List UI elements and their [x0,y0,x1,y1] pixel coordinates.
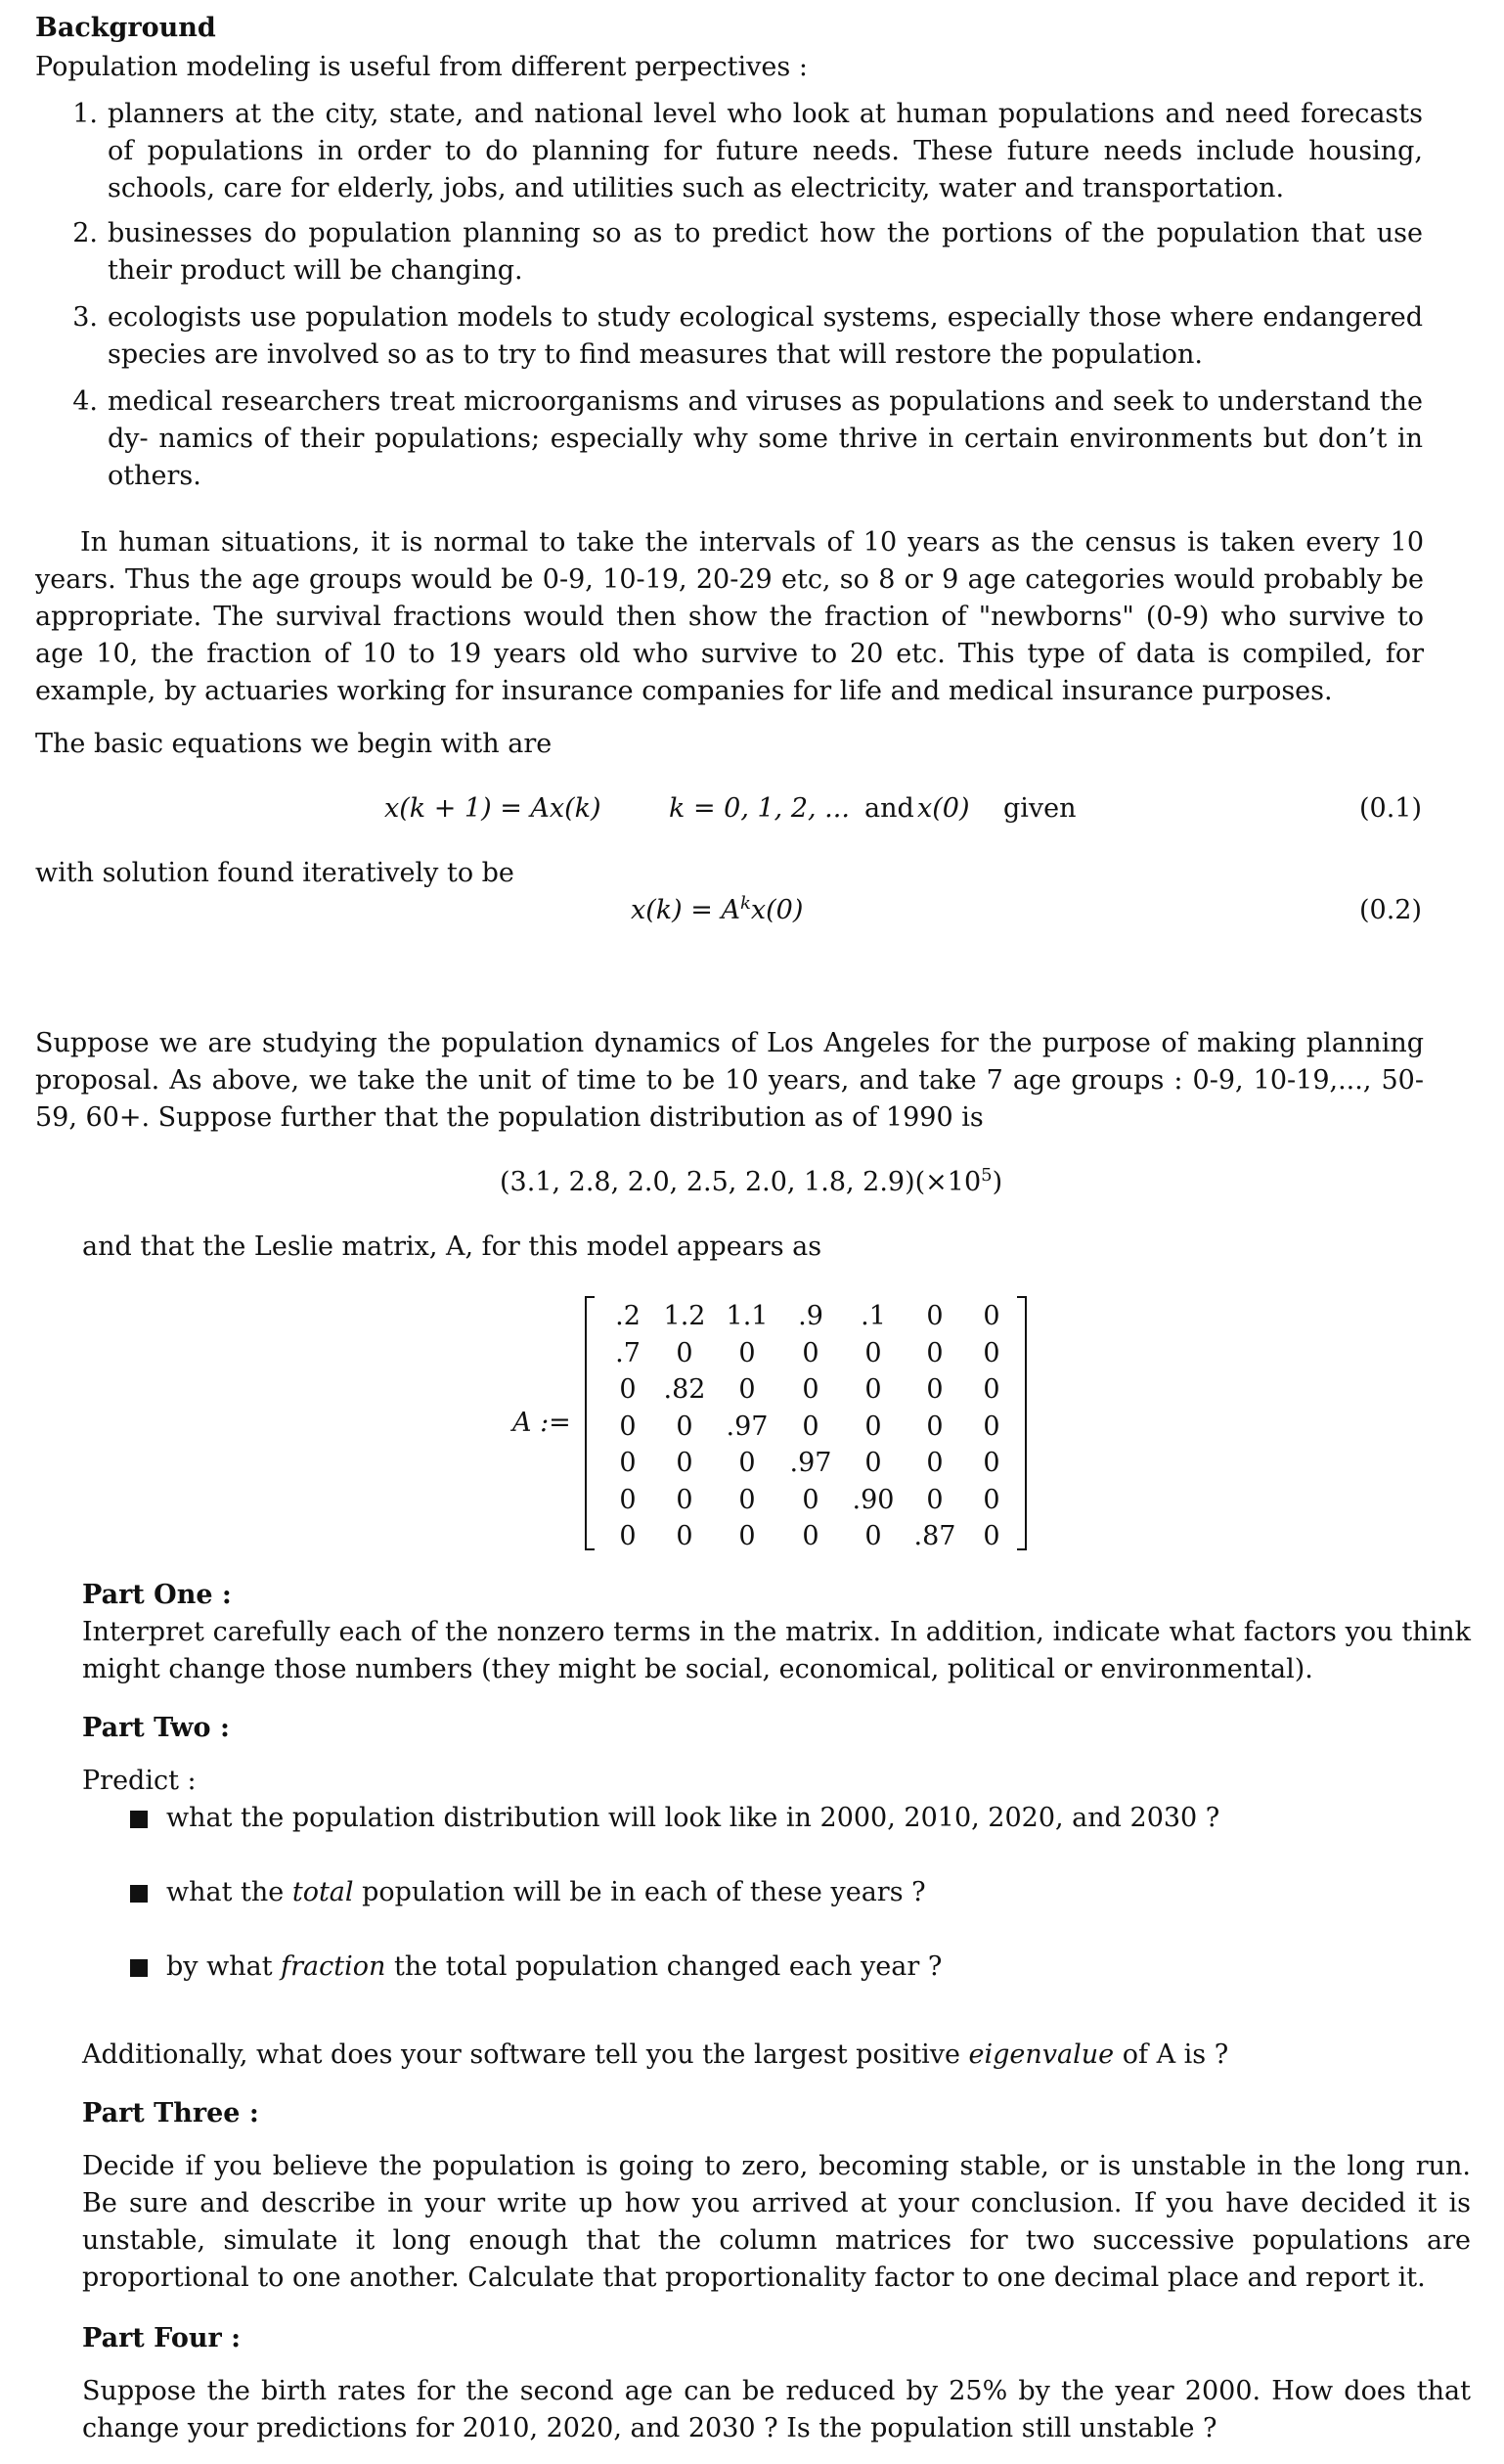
matrix-cell: 0 [983,1484,1000,1515]
matrix-cell: 0 [619,1448,637,1478]
matrix-left-bracket [585,1296,595,1550]
part-three-heading: Part Three : [82,2098,259,2128]
equation-given: given [1003,793,1077,824]
solution-lead: with solution found iteratively to be [35,858,514,888]
matrix-cell: .82 [663,1374,706,1405]
equation-solution: $x(k) = A^kx(0)$ [631,893,804,925]
census-paragraph: In human situations, it is normal to take the intervals of 10 years as the census is taken every 10 years. Thus the age groups would be 0-9, 10-19, 20-29 etc, so 8 or 9 age categories would probably be appropriate. The survival fractions would then show the fraction of "newborns" (0-9) who survive to age 10, the fraction of 10 to 19 years old who survive to 20 etc. This type of data is compiled, for example, by actuaries working for insurance companies for life and medical insurance purposes. [35,527,1424,706]
matrix-cell: .9 [798,1301,823,1331]
matrix-cell: .90 [852,1484,895,1515]
matrix-cell: 0 [926,1411,944,1442]
list-item-number: 3. [72,302,98,333]
matrix-cell: 0 [864,1448,882,1478]
equation-recurrence: x(k + 1) = Ax(k) [384,793,601,824]
matrix-cell: 0 [926,1337,944,1368]
leslie-lead: and that the Leslie matrix, A, for this model appears as [82,1232,822,1262]
matrix-cell: 0 [619,1484,637,1515]
background-heading: Background [35,13,216,43]
background-intro: Population modeling is useful from different perpectives : [35,52,808,82]
matrix-cell: .97 [726,1411,769,1442]
matrix-cell: 0 [926,1484,944,1515]
prediction-bullet: by what fraction the total population changed each year ? [166,1951,943,1982]
matrix-label: A := [512,1408,571,1438]
matrix-cell: 0 [619,1411,637,1442]
matrix-cell: 0 [983,1448,1000,1478]
matrix-cell: 0 [983,1521,1000,1551]
la-paragraph: Suppose we are studying the population dynamics of Los Angeles for the purpose of making planning proposal. As above, we take the unit of time to be 10 years, and take 7 age groups : 0-9, 10-19,..., 50-59, 60+. Suppose further that the population distribution as of 1990 is [35,1028,1424,1133]
bullet-square-icon [130,1959,148,1977]
matrix-cell: 0 [738,1448,756,1478]
matrix-cell: 0 [738,1484,756,1515]
matrix-cell: .2 [615,1301,641,1331]
part-four-text: Suppose the birth rates for the second age can be reduced by 25% by the year 2000. How does that change your predictions for 2010, 2020, and 2030 ? Is the population still unstable ? [82,2376,1471,2443]
matrix-cell: 0 [676,1411,693,1442]
matrix-cell: 0 [738,1521,756,1551]
matrix-cell: 0 [676,1448,693,1478]
matrix-cell: 0 [738,1337,756,1368]
matrix-cell: 0 [619,1374,637,1405]
equation-initial: x(0) [917,793,970,824]
matrix-cell: 0 [926,1448,944,1478]
bullet-square-icon [130,1811,148,1828]
matrix-cell: .7 [615,1337,641,1368]
matrix-cell: 0 [926,1301,944,1331]
matrix-cell: 0 [802,1337,819,1368]
matrix-cell: 0 [926,1374,944,1405]
matrix-cell: 0 [864,1521,882,1551]
list-item-number: 4. [72,386,98,417]
part-one-heading: Part One : [82,1580,232,1610]
matrix-cell: .97 [789,1448,832,1478]
list-item: businesses do population planning so as to predict how the portions of the population that use their product will be changing. [108,218,1423,286]
matrix-cell: 0 [864,1337,882,1368]
list-item: ecologists use population models to study ecological systems, especially those where endangered species are involved so as to try to find measures that will restore the population. [108,302,1423,370]
part-four-heading: Part Four : [82,2323,242,2353]
list-item: planners at the city, state, and national level who look at human populations and need forecasts of populations in order to do planning for future needs. These future needs include housing, schools, care for elderly, jobs, and utilities such as electricity, water and transportation. [108,99,1423,203]
prediction-bullet: what the total population will be in each of these years ? [166,1877,926,1907]
matrix-cell: 0 [802,1374,819,1405]
matrix-cell: .1 [861,1301,886,1331]
equation-and: and [864,793,914,824]
eigenvalue-question: Additionally, what does your software tell you the largest positive eigenvalue of A is ? [82,2039,1229,2070]
matrix-cell: 1.1 [726,1301,769,1331]
part-two-heading: Part Two : [82,1713,230,1743]
equation-number: (0.2) [1358,895,1422,925]
matrix-cell: 0 [864,1374,882,1405]
bullet-square-icon [130,1885,148,1903]
equations-lead: The basic equations we begin with are [35,729,553,759]
part-one-text: Interpret carefully each of the nonzero terms in the matrix. In addition, indicate what factors you think might change those numbers (they might be social, economical, political or environmental). [82,1617,1471,1684]
matrix-cell: 0 [802,1411,819,1442]
matrix-cell: 0 [676,1521,693,1551]
matrix-cell: 0 [676,1337,693,1368]
list-item: medical researchers treat microorganisms and viruses as populations and seek to understand the dy- namics of their populations; especially why some thrive in certain environments but don’t in others. [108,386,1423,491]
list-item-number: 1. [72,99,98,129]
matrix-cell: 0 [738,1374,756,1405]
equation-index-range: k = 0, 1, 2, ... [669,793,850,824]
matrix-cell: 0 [619,1521,637,1551]
part-three-text: Decide if you believe the population is going to zero, becoming stable, or is unstable in the long run. Be sure and describe in your write up how you arrived at your conclusion. If you have decided it is unstable, simulate it long enough that the column matrices for two successive populations are proportional to one another. Calculate that proportionality factor to one decimal place and report it. [82,2151,1471,2293]
matrix-cell: 0 [676,1484,693,1515]
matrix-cell: 0 [983,1411,1000,1442]
leslie-matrix [585,1296,1027,1550]
predict-label: Predict : [82,1766,197,1796]
equation-number: (0.1) [1358,793,1422,824]
matrix-cell: 0 [983,1374,1000,1405]
matrix-cell: 1.2 [663,1301,706,1331]
list-item-number: 2. [72,218,98,248]
prediction-bullet: what the population distribution will look like in 2000, 2010, 2020, and 2030 ? [166,1803,1220,1833]
matrix-cell: 0 [802,1484,819,1515]
matrix-cell: 0 [864,1411,882,1442]
matrix-cell: .87 [913,1521,956,1551]
population-distribution: (3.1, 2.8, 2.0, 2.5, 2.0, 1.8, $2.9)(\times 10^5)$ [500,1165,1003,1197]
matrix-cell: 0 [802,1521,819,1551]
matrix-cell: 0 [983,1301,1000,1331]
matrix-cell: 0 [983,1337,1000,1368]
